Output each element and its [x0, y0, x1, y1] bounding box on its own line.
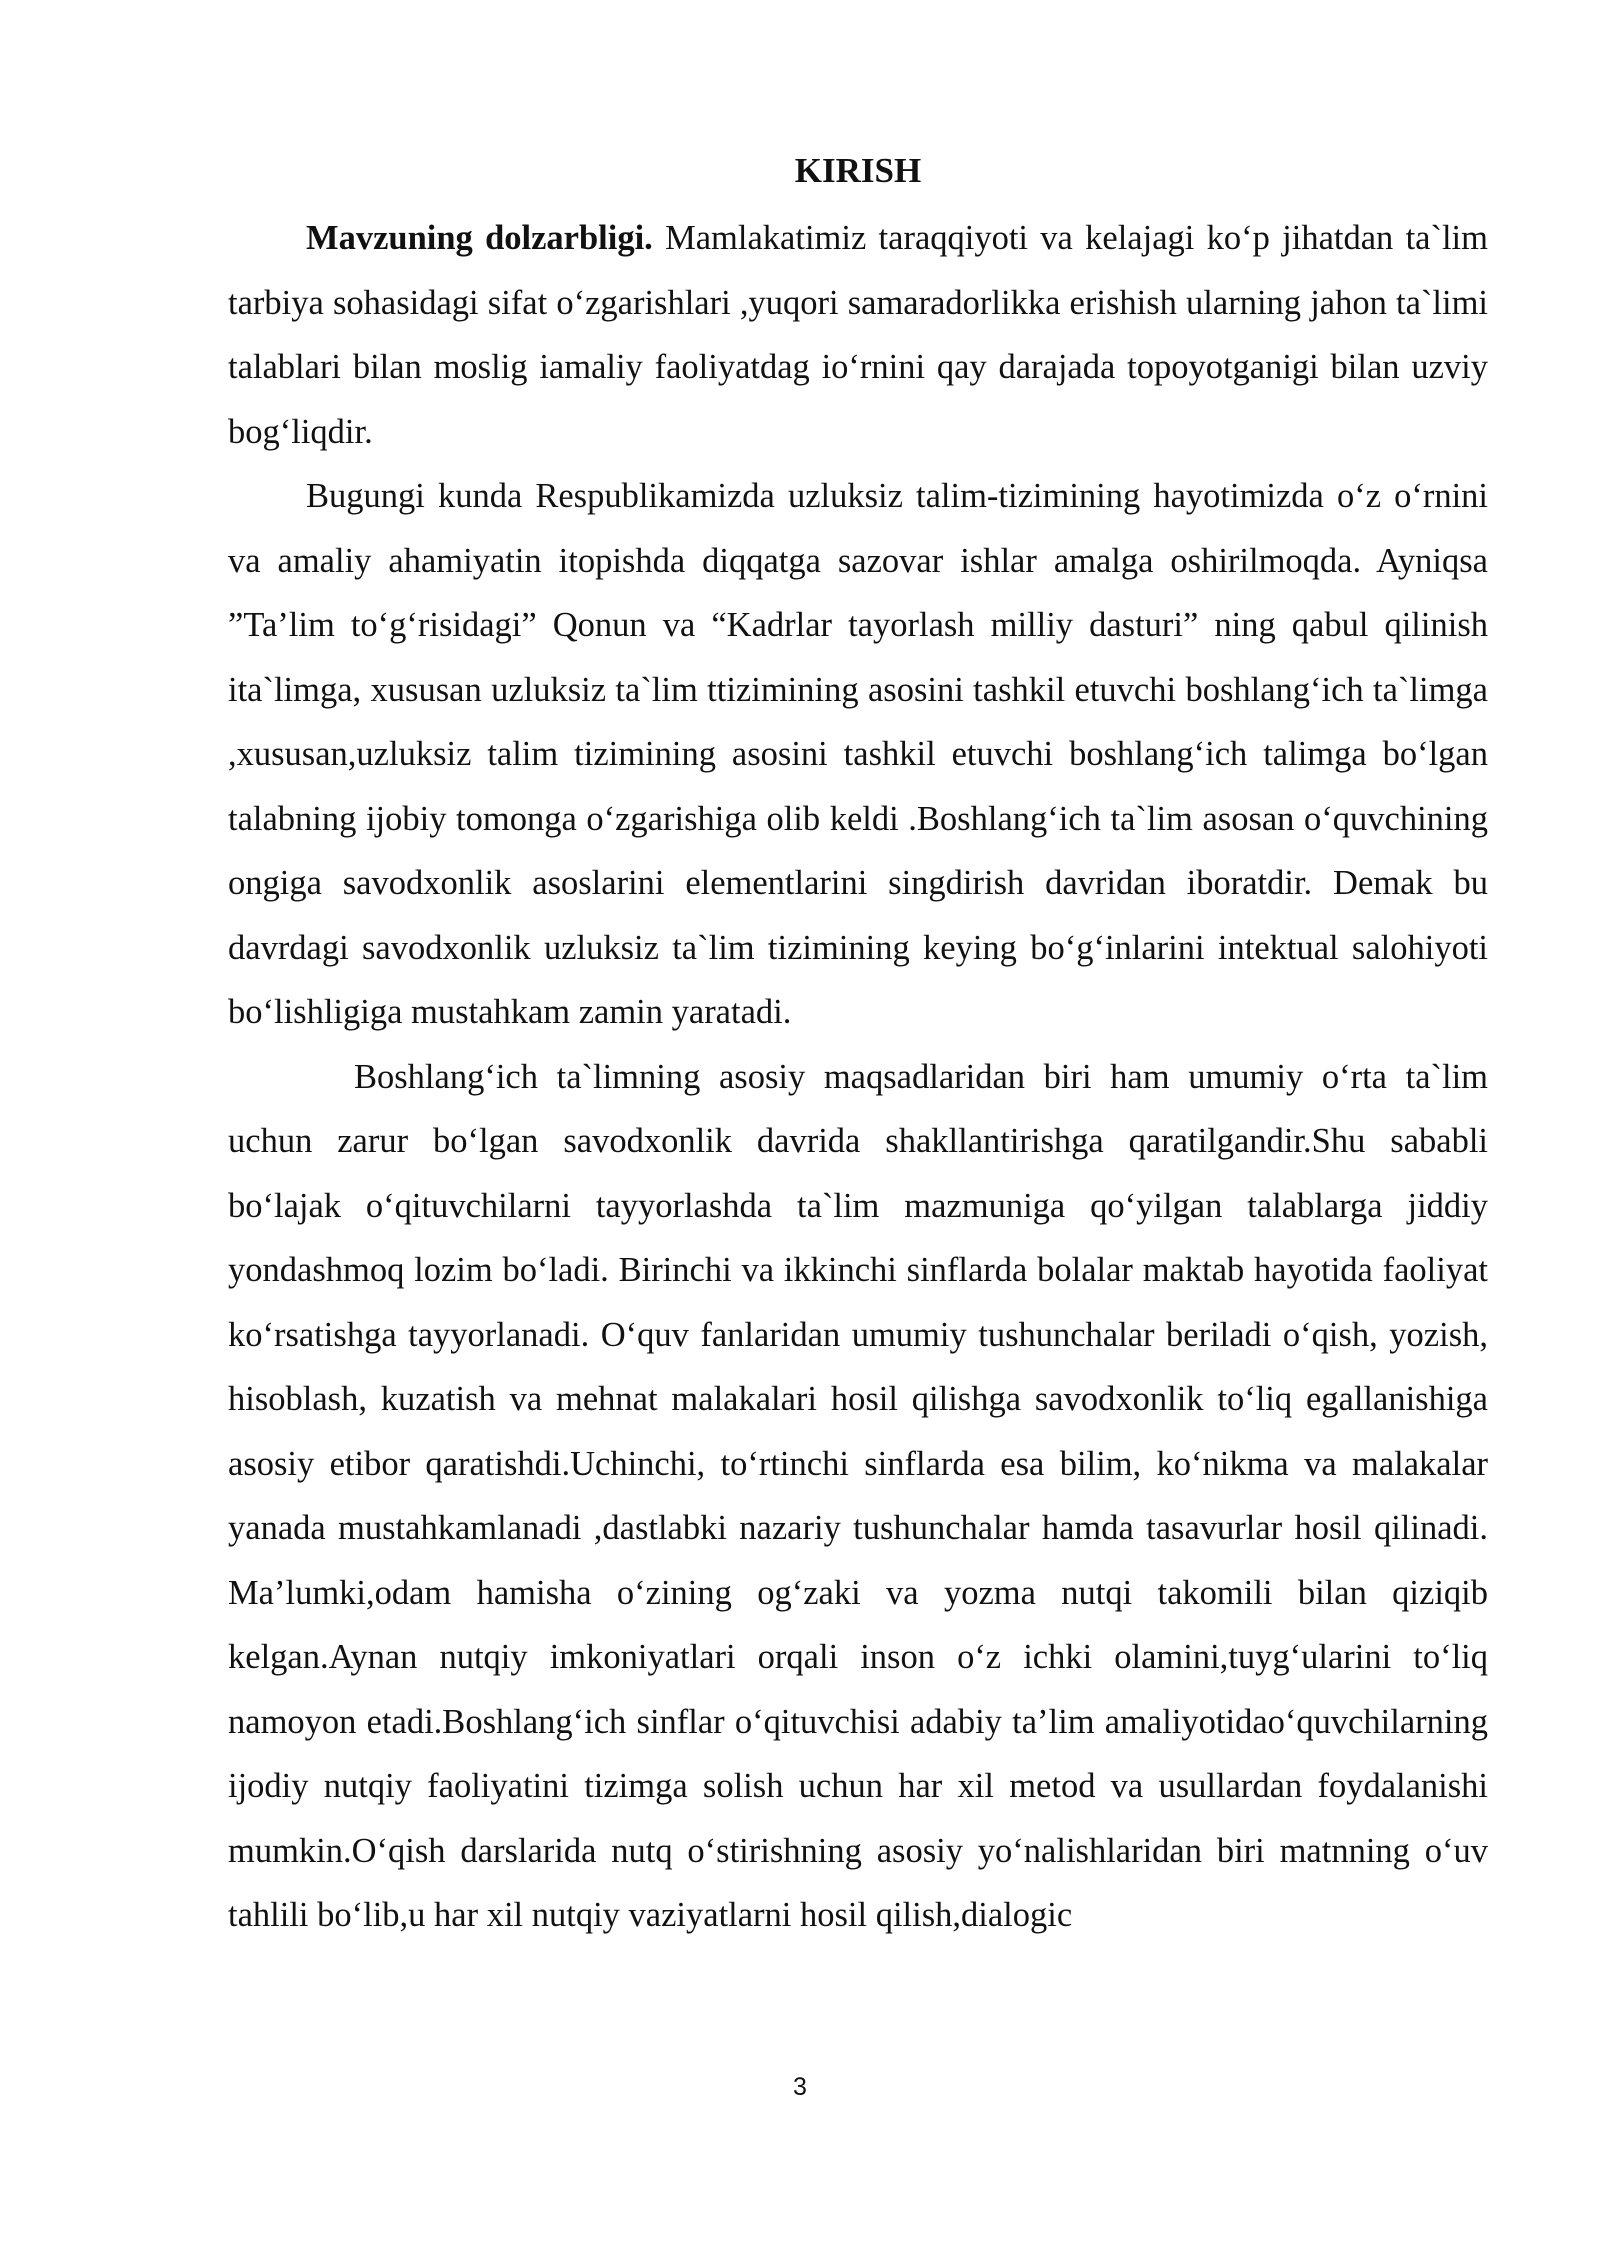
paragraph-primary-education: Boshlangʻich ta`limning asosiy maqsadlaridan biri ham umumiy oʻrta ta`lim uchun zarur boʻlgan savodxonlik davrida shakllantirishga qaratilgandir.Shu sababli boʻlajak oʻqituvchilarni tayyorlashda ta`lim mazmuniga qoʻyilgan talablarga jiddiy yondashmoq lozim boʻladi. Birinchi va ikkinchi sinflarda bolalar maktab hayotida faoliyat koʻrsatishga tayyorlanadi. Oʻquv fanlaridan umumiy tushunchalar beriladi oʻqish, yozish, hisoblash, kuzatish va mehnat malakalari hosil qilishga savodxonlik toʻliq egallanishiga asosiy etibor qaratishdi.Uchinchi, toʻrtinchi sinflarda esa bilim, koʻnikma va malakalar yanada mustahkamlanadi ,dastlabki nazariy tushunchalar hamda tasavurlar hosil qilinadi. Ma’lumki,odam hamisha oʻzining ogʻzaki va yozma nutqi takomili bilan qiziqib kelgan.Aynan nutqiy imkoniyatlari orqali inson oʻz ichki olamini,tuygʻularini toʻliq namoyon etadi.Boshlangʻich sinflar oʻqituvchisi adabiy ta’lim amaliyotidaoʻquvchilarning ijodiy nutqiy faoliyatini tizimga solish uchun har xil metod va usullardan foydalanishi mumkin.Oʻqish darslarida nutq oʻstirishning asosiy yoʻnalishlaridan biri matnning oʻuv tahlili boʻlib,u har xil nutqiy vaziyatlarni hosil qilish,dialogic	[228, 1057, 1488, 1934]
page-number: 3	[793, 2073, 807, 2101]
section-title: KIRISH	[794, 151, 922, 190]
paragraph-republic: Bugungi kunda Respublikamizda uzluksiz talim-tizimining hayotimizda oʻz oʻrnini va amaliy ahamiyatin itopishda diqqatga sazovar ishlar amalga oshirilmoqda. Ayniqsa ”Ta’lim toʻgʻrisidagi” Qonun va “Kadrlar tayorlash milliy dasturi” ning qabul qilinish ita`limga, xususan uzluksiz ta`lim ttizimining asosini tashkil etuvchi boshlangʻich ta`limga ,xususan,uzluksiz talim tizimining asosini tashkil etuvchi boshlangʻich talimga boʻlgan talabning ijobiy tomonga oʻzgarishiga olib keldi .Boshlangʻich ta`lim asosan oʻquvchining ongiga savodxonlik asoslarini elementlarini singdirish davridan iboratdir. Demak bu davrdagi savodxonlik uzluksiz ta`lim tizimining keying boʻgʻinlarini intektual salohiyoti boʻlishligiga mustahkam zamin yaratadi.	[228, 477, 1488, 1031]
paragraph-relevance	[228, 206, 1488, 464]
page-content	[228, 140, 1488, 1948]
paragraph-lead: Mavzuning dolzarbligi.	[306, 219, 653, 257]
paragraph-text: Mamlakatimiz taraqqiyoti va kelajagi koʻp jihatdan ta`lim tarbiya sohasidagi sifat oʻzgarishlari ,yuqori samaradorlikka erishish ularning jahon ta`limi talablari bilan moslig iamaliy faoliyatdag ioʻrnini qay darajada topoyotganigi bilan uzviy bogʻliqdir.	[228, 219, 1488, 451]
